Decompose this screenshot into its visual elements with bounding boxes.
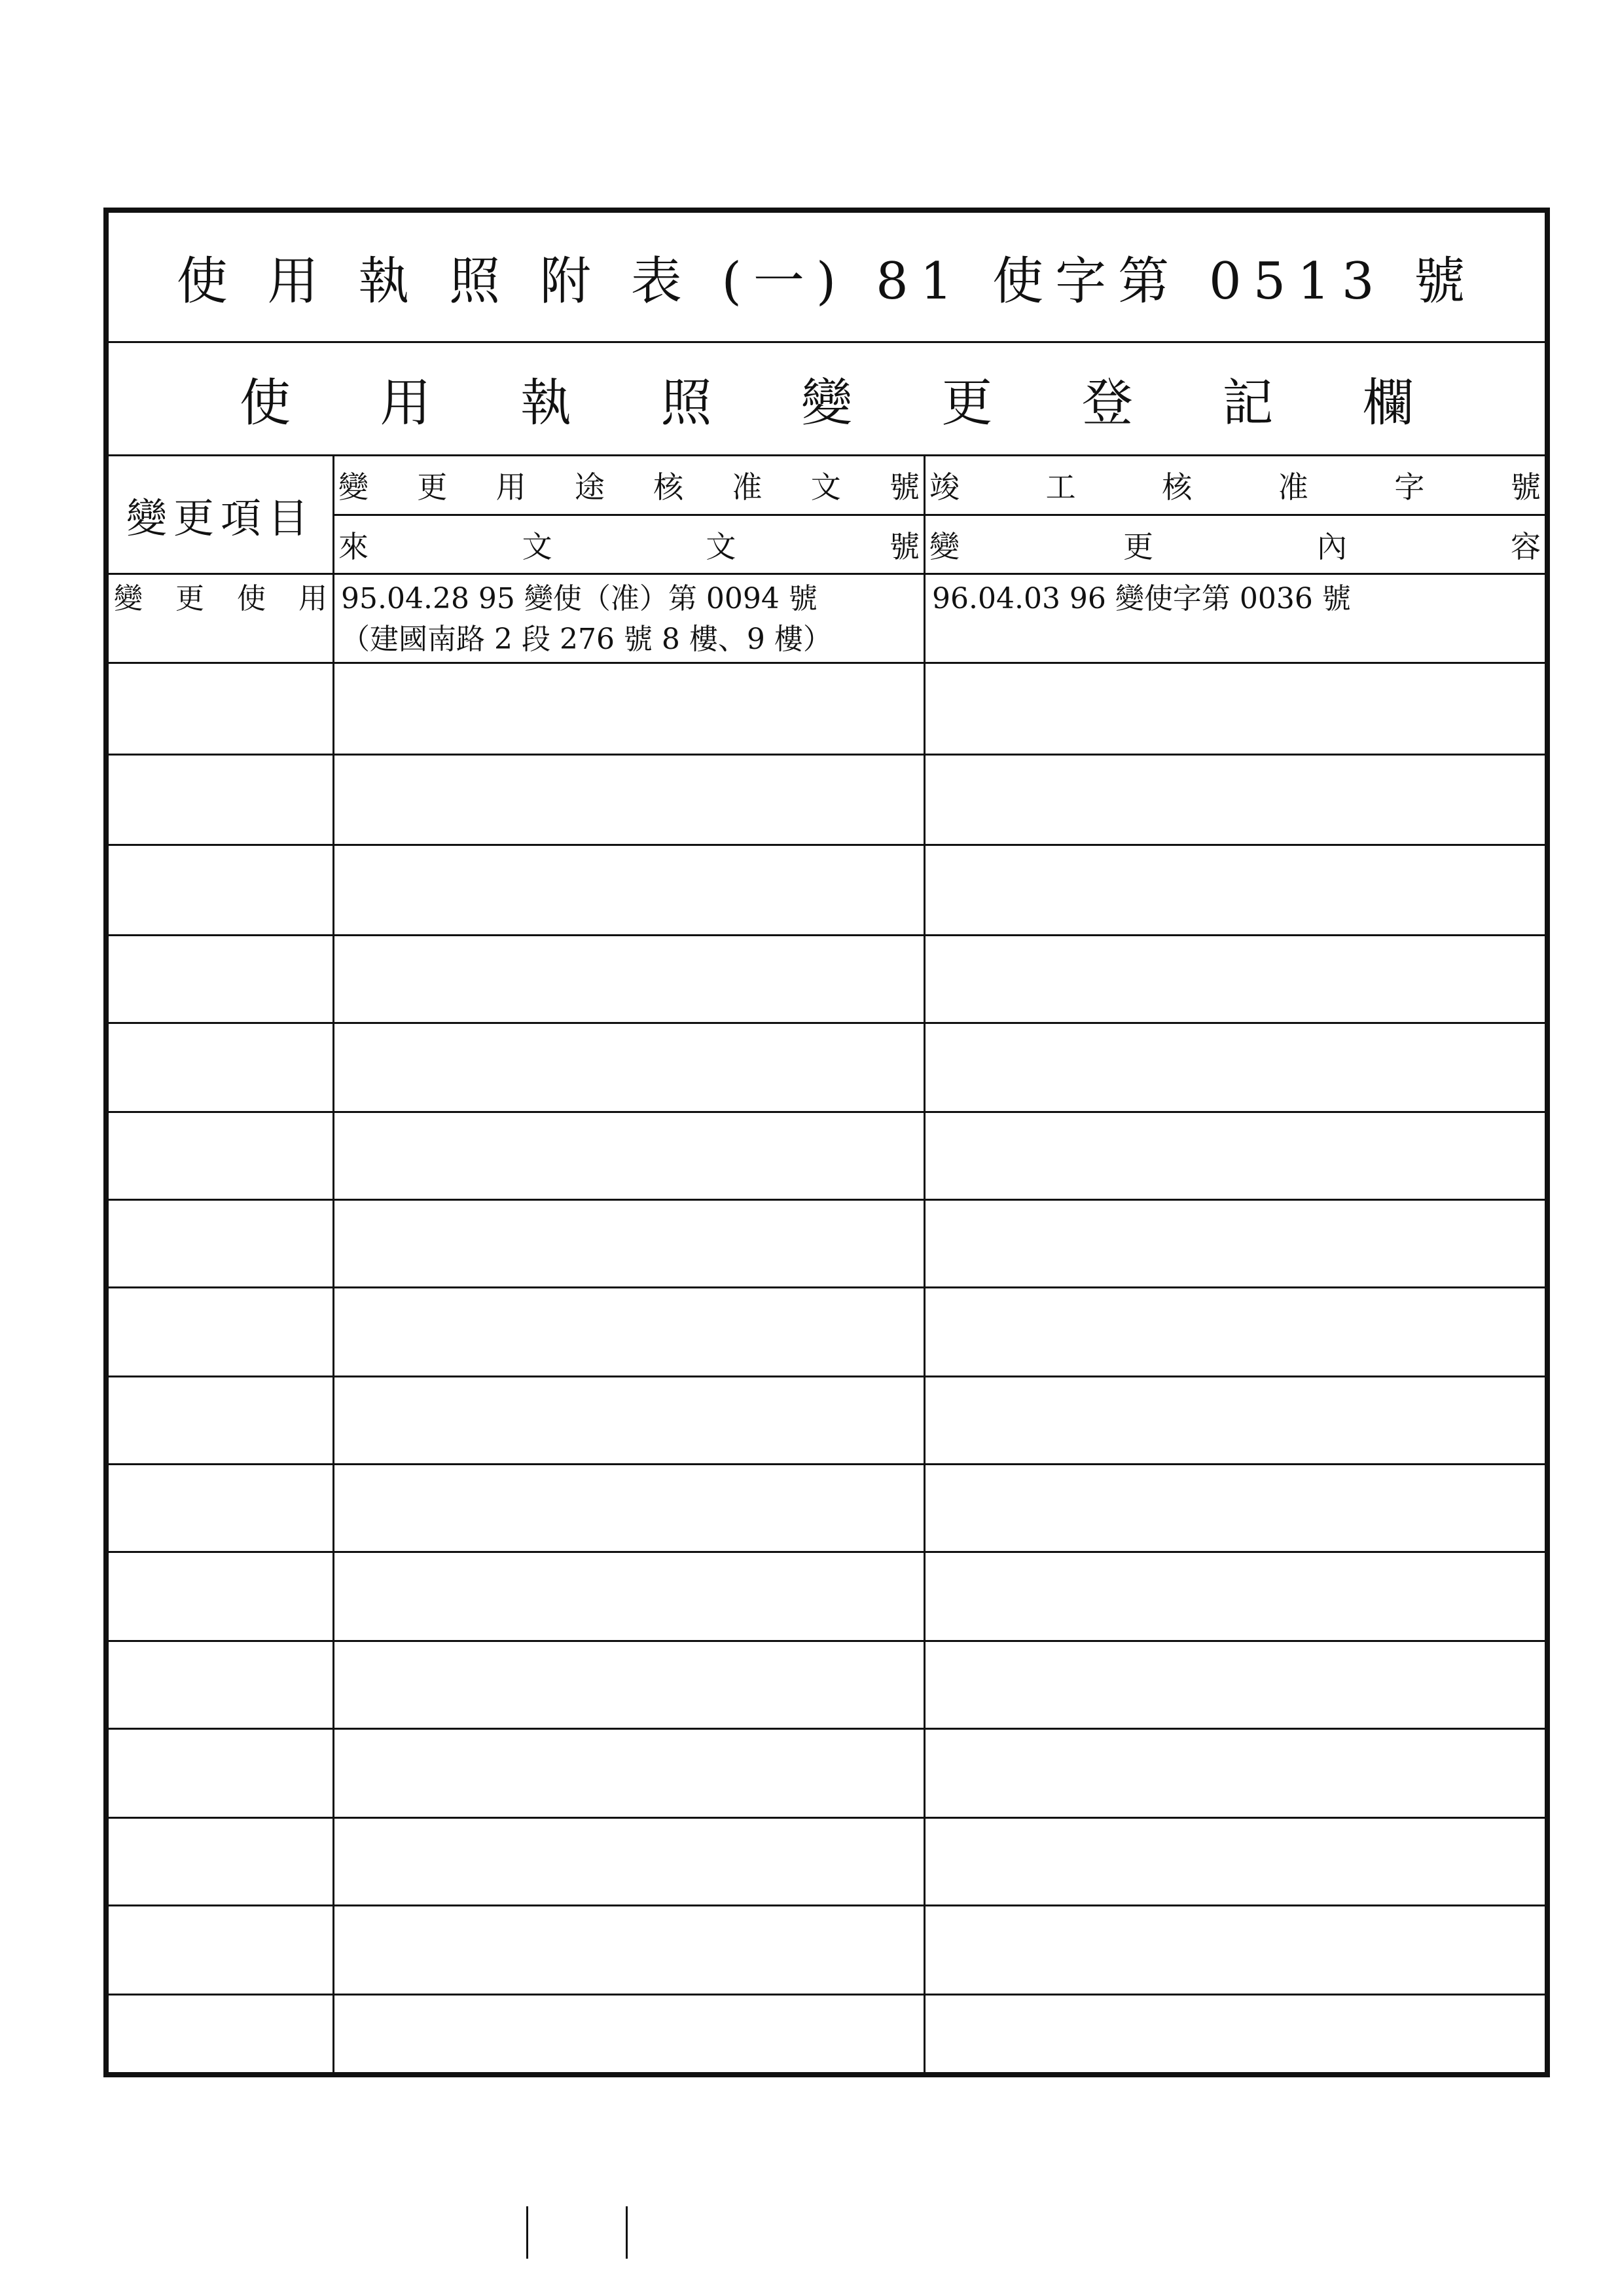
section-title-char: 記 xyxy=(1222,374,1274,433)
row-divider xyxy=(109,1463,1545,1465)
row-approval-number xyxy=(334,575,924,661)
section-title-char: 登 xyxy=(1081,374,1133,433)
row-item-char: 更 xyxy=(175,582,204,615)
header-completion-number xyxy=(926,456,1545,514)
header-char: 來 xyxy=(338,528,369,564)
row-divider xyxy=(109,1728,1545,1730)
scan-mark xyxy=(626,2206,628,2259)
header-change-content xyxy=(926,516,1545,573)
header-char: 號 xyxy=(889,469,920,505)
header-char: 文 xyxy=(810,469,841,505)
license-table-frame xyxy=(103,208,1550,2077)
section-title-char: 更 xyxy=(941,374,993,433)
header-char: 核 xyxy=(653,469,684,505)
header-char: 號 xyxy=(1510,469,1541,505)
header-char: 途 xyxy=(574,469,605,505)
row-divider xyxy=(109,1817,1545,1819)
header-change-item: 變更項目 xyxy=(126,494,315,542)
header-char: 文 xyxy=(522,528,552,564)
row-divider xyxy=(109,1640,1545,1642)
header-char: 變 xyxy=(929,528,960,564)
section-title-char: 執 xyxy=(520,374,571,433)
row-divider xyxy=(109,1022,1545,1024)
section-title-char: 照 xyxy=(660,374,712,433)
row-completion-number xyxy=(926,575,1545,661)
row-divider xyxy=(109,934,1545,936)
row-divider xyxy=(109,844,1545,846)
header-char: 更 xyxy=(1123,528,1153,564)
section-title xyxy=(240,343,1414,454)
column-divider xyxy=(333,454,334,2072)
section-title-char: 欄 xyxy=(1362,374,1414,433)
completion-line: 96.04.03 96 變使字第 0036 號 xyxy=(932,582,1351,615)
header-char: 容 xyxy=(1511,528,1541,564)
header-char: 准 xyxy=(1278,469,1308,505)
row-item-char: 變 xyxy=(114,582,143,615)
header-char: 文 xyxy=(706,528,736,564)
row-change-item xyxy=(109,575,333,661)
row-divider xyxy=(109,1111,1545,1113)
row-item-char: 使 xyxy=(237,582,266,615)
header-incoming-number xyxy=(334,516,924,573)
header-char: 用 xyxy=(495,469,526,505)
header-char: 工 xyxy=(1045,469,1076,505)
header-char: 更 xyxy=(417,469,448,505)
row-divider xyxy=(109,1551,1545,1553)
header-char: 字 xyxy=(1394,469,1425,505)
section-title-char: 使 xyxy=(240,374,291,433)
row-item-char: 用 xyxy=(298,582,327,615)
column-divider xyxy=(924,454,926,2072)
header-char: 內 xyxy=(1317,528,1347,564)
row-divider xyxy=(109,1286,1545,1288)
row-divider xyxy=(109,754,1545,756)
row-divider xyxy=(109,1904,1545,1906)
header-char: 竣 xyxy=(929,469,960,505)
document-title: 使 用 執 照 附 表 (一) 81 使字第 0513 號 xyxy=(176,252,1477,311)
address-line: （建國南路 2 段 276 號 8 樓、9 樓） xyxy=(341,623,832,656)
row-divider xyxy=(109,1994,1545,1995)
header-char: 准 xyxy=(732,469,763,505)
row-divider xyxy=(109,1376,1545,1377)
row-divider xyxy=(109,1199,1545,1201)
approval-line: 95.04.28 95 變使（准）第 0094 號 xyxy=(341,582,818,615)
section-title-char: 用 xyxy=(380,374,431,433)
header-approval-number xyxy=(334,456,924,514)
header-char: 號 xyxy=(889,528,920,564)
section-title-char: 變 xyxy=(800,374,852,433)
header-char: 核 xyxy=(1162,469,1193,505)
header-char: 變 xyxy=(338,469,369,505)
scan-mark xyxy=(526,2206,528,2259)
row-divider xyxy=(109,662,1545,664)
